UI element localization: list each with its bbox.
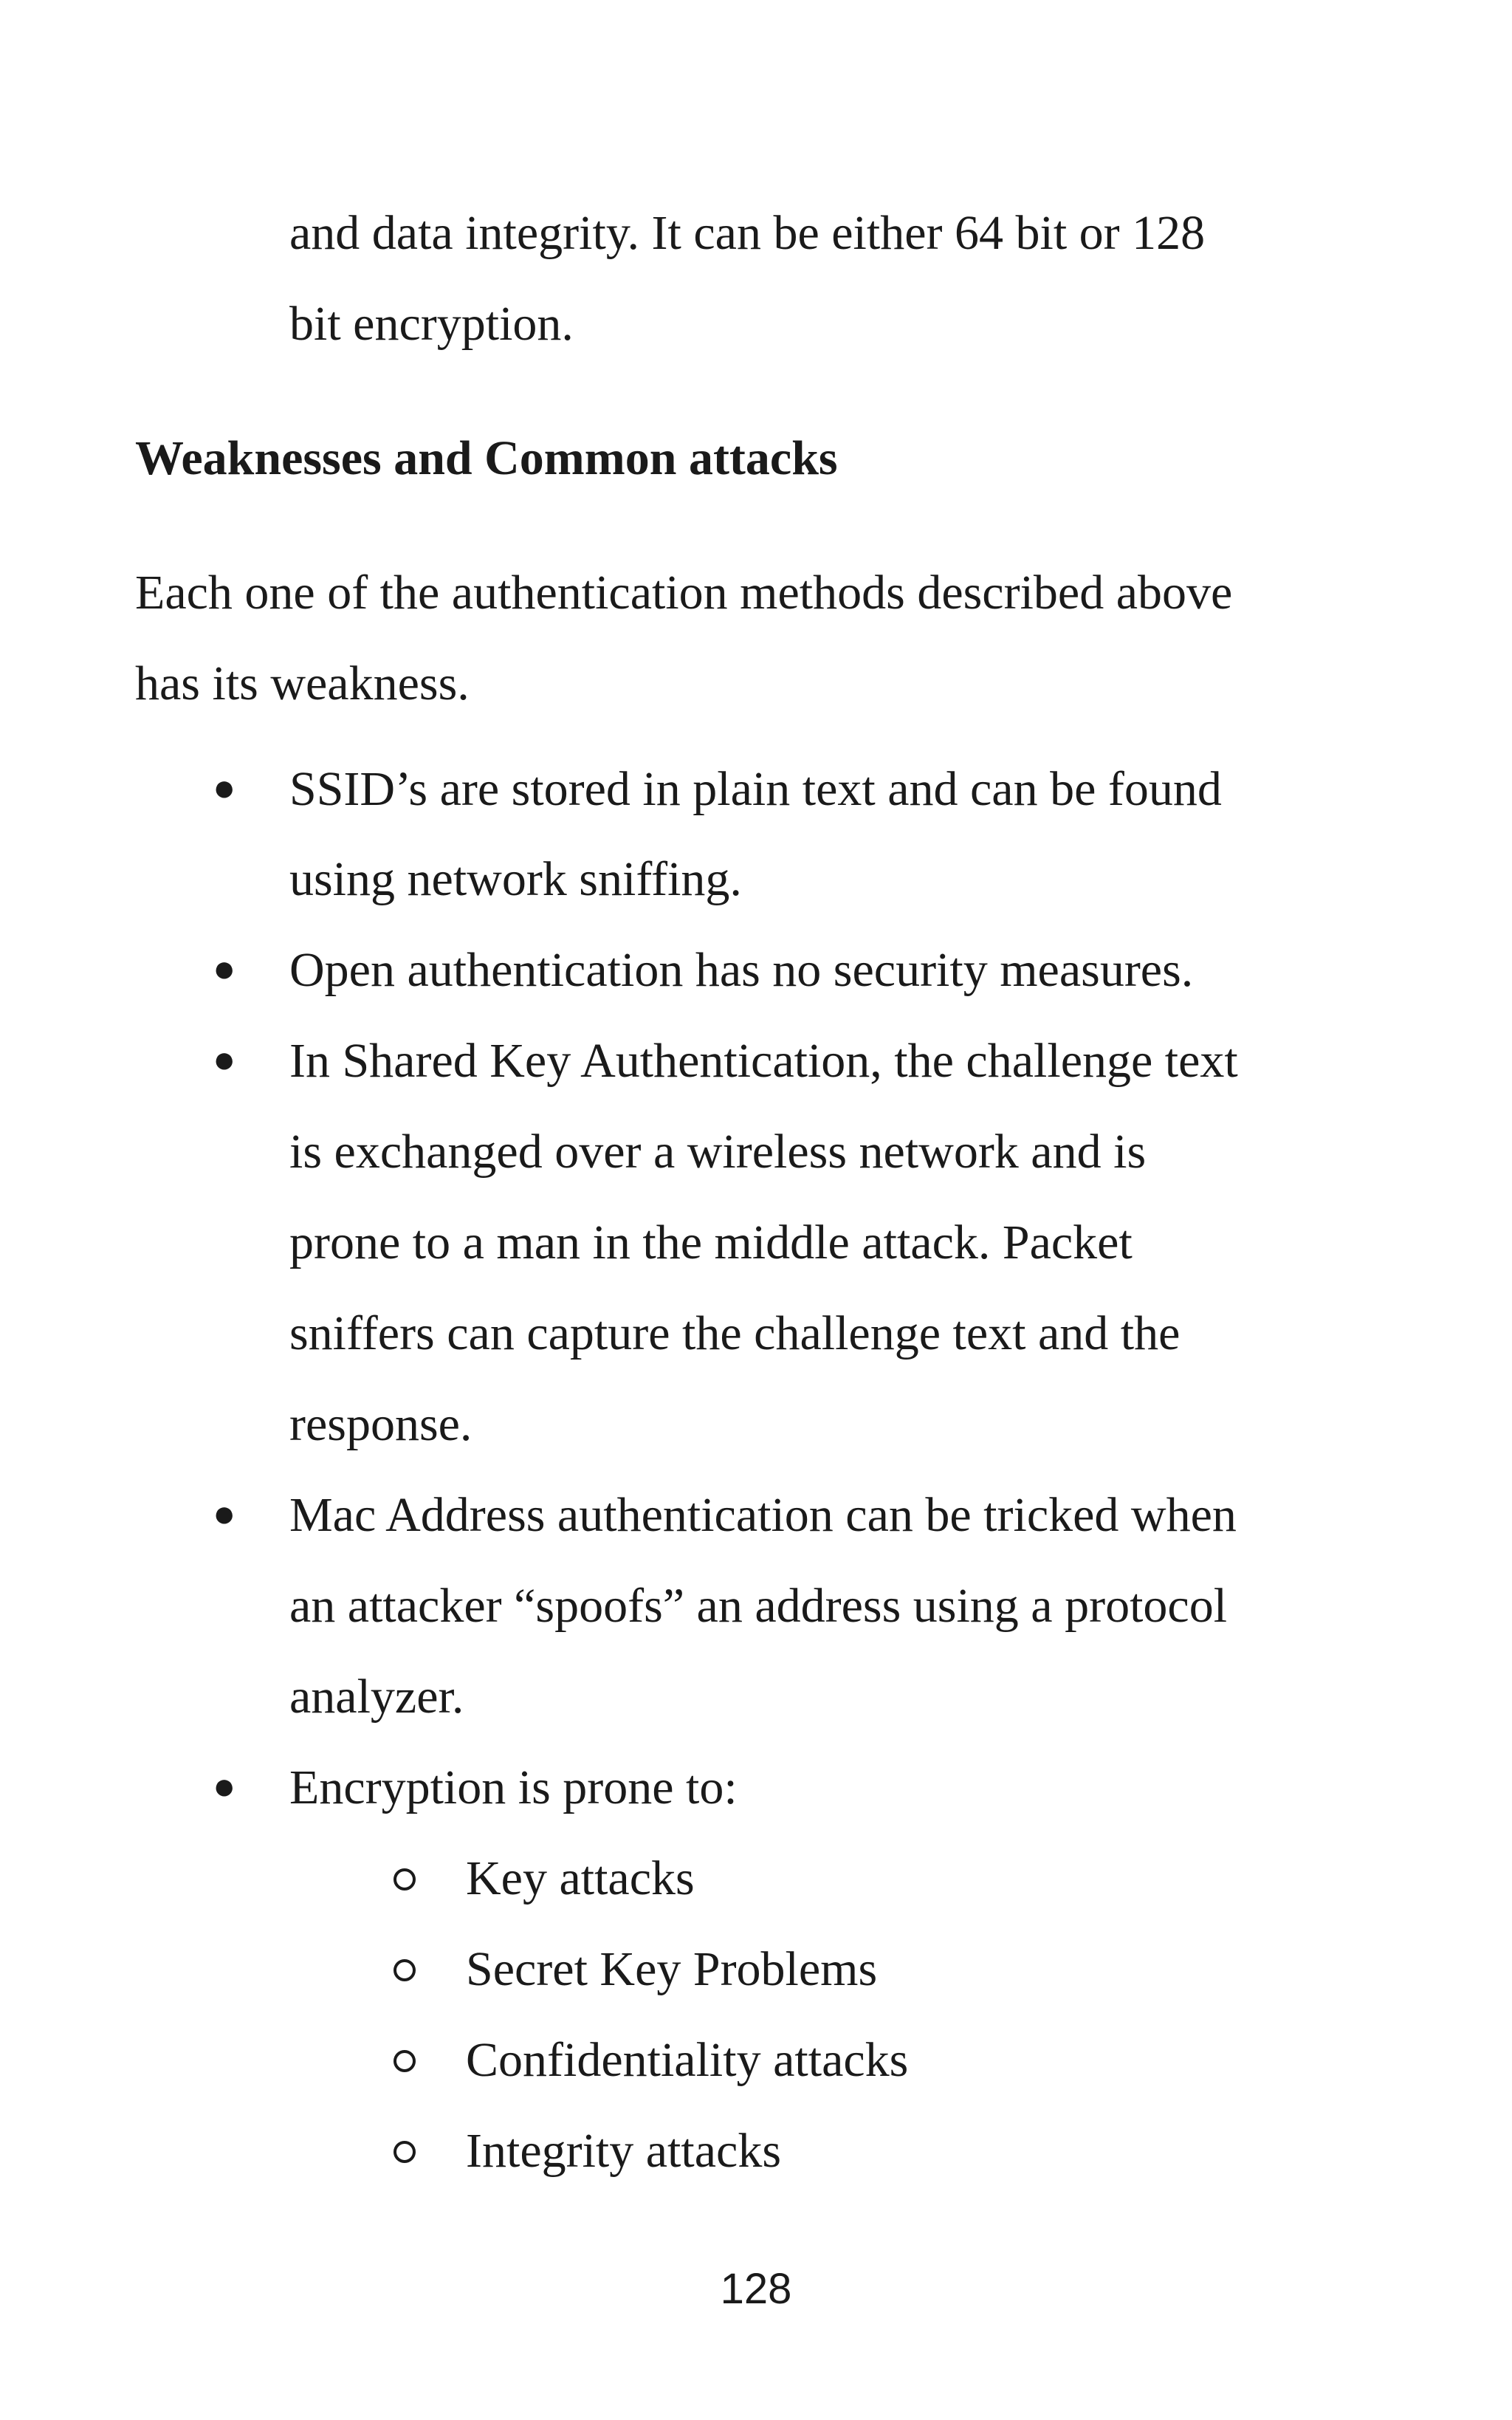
bullet-2-line-1: Open authentication has no security measures. xyxy=(289,943,1194,997)
hollow-circle-bullet-icon xyxy=(394,1868,416,1891)
bullet-1-line-2: using network sniffing. xyxy=(289,852,742,906)
paragraph-line-2: has its weakness. xyxy=(135,657,470,710)
page-number: 128 xyxy=(720,2265,792,2313)
sub-item-2: Secret Key Problems xyxy=(466,1942,878,1996)
bullet-3-line-4: sniffers can capture the challenge text and the xyxy=(289,1306,1181,1360)
intro-line-2: bit encryption. xyxy=(289,297,574,351)
hollow-circle-bullet-icon xyxy=(394,2050,416,2072)
bullet-3-line-5: response. xyxy=(289,1397,472,1451)
bullet-5-line-1: Encryption is prone to: xyxy=(289,1761,738,1814)
hollow-circle-bullet-icon xyxy=(394,2141,416,2163)
sub-item-4: Integrity attacks xyxy=(466,2124,782,2178)
section-heading: Weaknesses and Common attacks xyxy=(135,431,838,485)
hollow-circle-bullet-icon xyxy=(394,1959,416,1981)
bullet-3-line-1: In Shared Key Authentication, the challenge text xyxy=(289,1034,1238,1088)
bullet-icon: ● xyxy=(213,948,236,990)
bullet-icon: ● xyxy=(213,1766,236,1808)
bullet-3-line-3: prone to a man in the middle attack. Packet xyxy=(289,1216,1133,1269)
bullet-4-line-2: an attacker “spoofs” an address using a protocol xyxy=(289,1579,1228,1633)
bullet-4-line-3: analyzer. xyxy=(289,1670,464,1724)
bullet-1-line-1: SSID’s are stored in plain text and can be found xyxy=(289,762,1222,816)
sub-item-3: Confidentiality attacks xyxy=(466,2033,909,2087)
bullet-icon: ● xyxy=(213,1493,236,1535)
bullet-icon: ● xyxy=(213,1039,236,1081)
bullet-icon: ● xyxy=(213,767,236,809)
intro-line-1: and data integrity. It can be either 64 bit or 128 xyxy=(289,206,1206,260)
sub-item-1: Key attacks xyxy=(466,1851,695,1905)
bullet-3-line-2: is exchanged over a wireless network and is xyxy=(289,1125,1147,1179)
paragraph-line-1: Each one of the authentication methods described above xyxy=(135,566,1233,620)
bullet-4-line-1: Mac Address authentication can be tricked when xyxy=(289,1488,1237,1542)
